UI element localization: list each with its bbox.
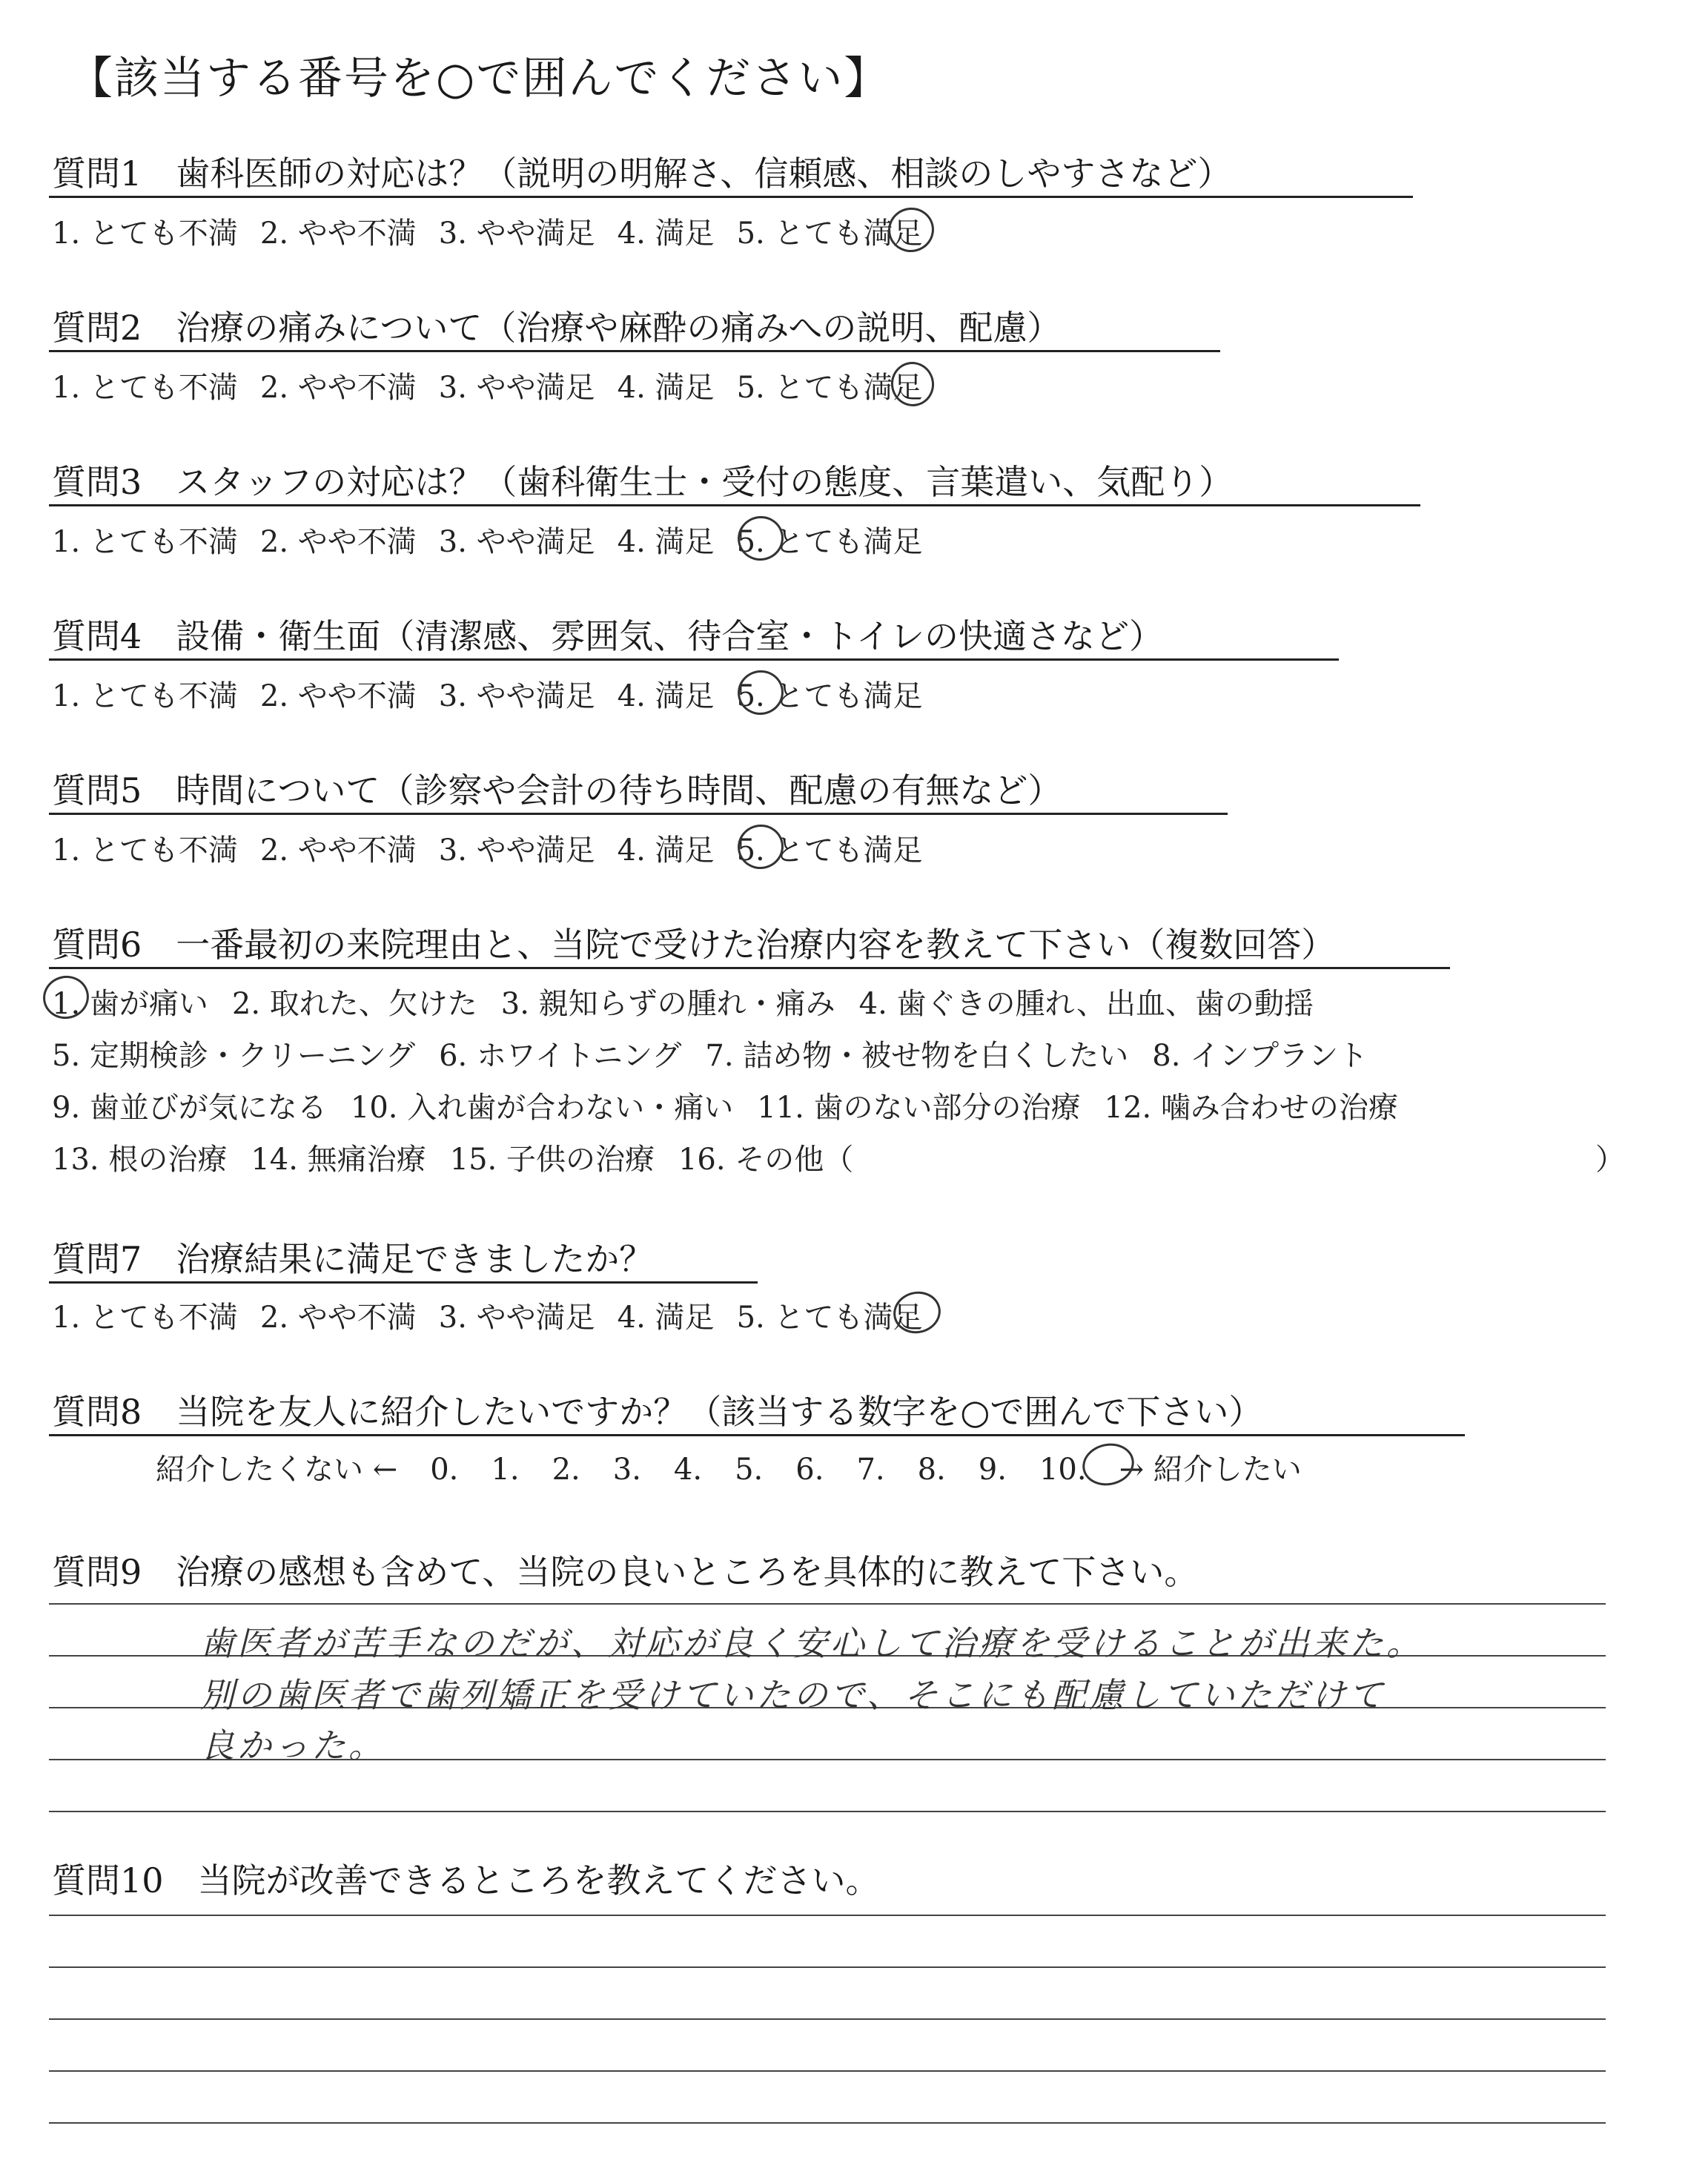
question-5-underline xyxy=(49,813,1228,815)
q5-option-4[interactable]: 4. 満足 xyxy=(617,833,715,868)
question-1-title: 質問1 歯科医師の対応は？（説明の明解さ、信頼感、相談のしやすさなど） xyxy=(52,153,1232,194)
q1-option-2[interactable]: 2. やや不満 xyxy=(259,217,417,251)
q6-option-4[interactable]: 4. 歯ぐきの腫れ、出血、歯の動揺 xyxy=(858,987,1314,1021)
q8-scale-8[interactable]: 8. xyxy=(917,1453,946,1487)
q7-option-1[interactable]: 1. とても不満 xyxy=(52,1301,238,1335)
q5-option-1[interactable]: 1. とても不満 xyxy=(52,833,238,868)
q1-option-1[interactable]: 1. とても不満 xyxy=(52,217,238,251)
q6-option-9[interactable]: 9. 歯並びが気になる xyxy=(52,1091,327,1125)
question-3-options xyxy=(52,518,944,561)
q8-scale-4[interactable]: 4. xyxy=(673,1453,703,1487)
q3-option-3[interactable]: 3. やや満足 xyxy=(438,525,595,559)
q8-scale-3[interactable]: 3. xyxy=(612,1453,641,1487)
q6-option-2[interactable]: 2. 取れた、欠けた xyxy=(231,987,477,1021)
q2-option-2[interactable]: 2. やや不満 xyxy=(259,371,417,405)
q6-option-13[interactable]: 13. 根の治療 xyxy=(52,1143,228,1177)
q6-option-14[interactable]: 14. 無痛治療 xyxy=(251,1143,426,1177)
q8-scale-9[interactable]: 9. xyxy=(978,1453,1007,1487)
question-4-options xyxy=(52,673,944,715)
q3-option-5[interactable]: 5. とても満足 xyxy=(736,525,923,559)
q6-option-8[interactable]: 8. インプラント xyxy=(1152,1039,1368,1073)
q6-other-close-paren: ） xyxy=(1595,1143,1625,1177)
q8-scale-0[interactable]: 0. xyxy=(430,1453,459,1487)
q4-option-3[interactable]: 3. やや満足 xyxy=(438,679,595,713)
q3-option-1[interactable]: 1. とても不満 xyxy=(52,525,238,559)
q4-option-5[interactable]: 5. とても満足 xyxy=(736,679,923,713)
question-7-title: 質問7 治療結果に満足できましたか？ xyxy=(52,1239,654,1279)
q9-handwriting-line-3: 良かった。 xyxy=(200,1725,385,1766)
question-2-title: 質問2 治療の痛みについて（治療や麻酔の痛みへの説明、配慮） xyxy=(52,308,1062,348)
q6-row-2 xyxy=(52,1032,1391,1074)
form-heading: 【該当する番号を○で囲んでください】 xyxy=(68,53,890,105)
q5-option-3[interactable]: 3. やや満足 xyxy=(438,833,595,868)
q4-option-1[interactable]: 1. とても不満 xyxy=(52,679,238,713)
q6-option-16[interactable]: 16. その他（ xyxy=(678,1143,854,1177)
q10-answer-line xyxy=(49,1915,1606,1916)
q8-left-label: 紹介したくない ← xyxy=(156,1453,398,1487)
q5-option-2[interactable]: 2. やや不満 xyxy=(259,833,417,868)
q6-option-7[interactable]: 7. 詰め物・被せ物を白くしたい xyxy=(705,1039,1129,1073)
question-2-options xyxy=(52,364,944,406)
q9-answer-line xyxy=(49,1811,1606,1812)
q2-option-3[interactable]: 3. やや満足 xyxy=(438,371,595,405)
question-10-title: 質問10 当院が改善できるところを教えてください。 xyxy=(52,1860,880,1900)
q8-scale-2[interactable]: 2. xyxy=(552,1453,580,1487)
q4-option-2[interactable]: 2. やや不満 xyxy=(259,679,417,713)
question-5-options xyxy=(52,827,944,869)
question-1-options xyxy=(52,210,944,252)
q6-option-3[interactable]: 3. 親知らずの腫れ・痛み xyxy=(500,987,835,1021)
question-3-title: 質問3 スタッフの対応は？（歯科衛生士・受付の態度、言葉遣い、気配り） xyxy=(52,462,1234,502)
q1-option-3[interactable]: 3. やや満足 xyxy=(438,217,595,251)
question-1-underline xyxy=(49,196,1413,198)
q8-scale-row xyxy=(156,1446,1334,1488)
q10-answer-line xyxy=(49,1966,1606,1968)
question-9-title: 質問9 治療の感想も含めて、当院の良いところを具体的に教えて下さい。 xyxy=(52,1552,1199,1592)
q6-option-5[interactable]: 5. 定期検診・クリーニング xyxy=(52,1039,416,1073)
q8-scale-7[interactable]: 7. xyxy=(856,1453,885,1487)
question-6-underline xyxy=(49,967,1450,969)
q4-option-4[interactable]: 4. 満足 xyxy=(617,679,715,713)
question-8-underline xyxy=(49,1434,1465,1436)
q6-row-3 xyxy=(52,1084,1422,1126)
q6-row-4 xyxy=(52,1136,877,1178)
q6-option-1[interactable]: 1. 歯が痛い xyxy=(52,987,208,1021)
q8-scale-6[interactable]: 6. xyxy=(795,1453,824,1487)
q9-handwriting-line-1: 歯医者が苦手なのだが、対応が良く安心して治療を受けることが出来た。 xyxy=(200,1623,1423,1663)
question-6-title: 質問6 一番最初の来院理由と、当院で受けた治療内容を教えて下さい（複数回答） xyxy=(52,925,1336,965)
question-4-underline xyxy=(49,658,1339,661)
q6-row-1 xyxy=(52,980,1337,1023)
question-7-underline xyxy=(49,1281,758,1284)
q1-option-5[interactable]: 5. とても満足 xyxy=(736,217,923,251)
q8-right-label: → 紹介したい xyxy=(1119,1453,1302,1487)
q7-option-3[interactable]: 3. やや満足 xyxy=(438,1301,595,1335)
q2-option-4[interactable]: 4. 満足 xyxy=(617,371,715,405)
q7-option-4[interactable]: 4. 満足 xyxy=(617,1301,715,1335)
q7-option-5[interactable]: 5. とても満足 xyxy=(736,1301,923,1335)
q6-option-10[interactable]: 10. 入れ歯が合わない・痛い xyxy=(350,1091,734,1125)
q10-answer-line xyxy=(49,2122,1606,2124)
q10-answer-line xyxy=(49,2018,1606,2020)
q1-option-4[interactable]: 4. 満足 xyxy=(617,217,715,251)
q2-option-5[interactable]: 5. とても満足 xyxy=(736,371,923,405)
question-7-options xyxy=(52,1294,944,1336)
q10-answer-line xyxy=(49,2070,1606,2072)
q7-option-2[interactable]: 2. やや不満 xyxy=(259,1301,417,1335)
q2-option-1[interactable]: 1. とても不満 xyxy=(52,371,238,405)
q6-option-6[interactable]: 6. ホワイトニング xyxy=(439,1039,682,1073)
q6-option-12[interactable]: 12. 噛み合わせの治療 xyxy=(1104,1091,1398,1125)
q9-handwriting-line-2: 別の歯医者で歯列矯正を受けていたので、そこにも配慮していただけて xyxy=(200,1675,1386,1715)
question-3-underline xyxy=(49,504,1420,506)
question-2-underline xyxy=(49,350,1220,352)
question-8-title: 質問8 当院を友人に紹介したいですか？（該当する数字を○で囲んで下さい） xyxy=(52,1392,1263,1432)
q5-option-5[interactable]: 5. とても満足 xyxy=(736,833,923,868)
q8-scale-5[interactable]: 5. xyxy=(735,1453,764,1487)
question-5-title: 質問5 時間について（診察や会計の待ち時間、配慮の有無など） xyxy=(52,770,1062,810)
q9-answer-line xyxy=(49,1603,1606,1605)
q3-option-2[interactable]: 2. やや不満 xyxy=(259,525,417,559)
q3-option-4[interactable]: 4. 満足 xyxy=(617,525,715,559)
q8-scale-1[interactable]: 1. xyxy=(491,1453,520,1487)
q8-scale-10[interactable]: 10. xyxy=(1039,1453,1087,1487)
question-4-title: 質問4 設備・衛生面（清潔感、雰囲気、待合室・トイレの快適さなど） xyxy=(52,616,1163,656)
q6-option-11[interactable]: 11. 歯のない部分の治療 xyxy=(757,1091,1081,1125)
q6-option-15[interactable]: 15. 子供の治療 xyxy=(449,1143,655,1177)
